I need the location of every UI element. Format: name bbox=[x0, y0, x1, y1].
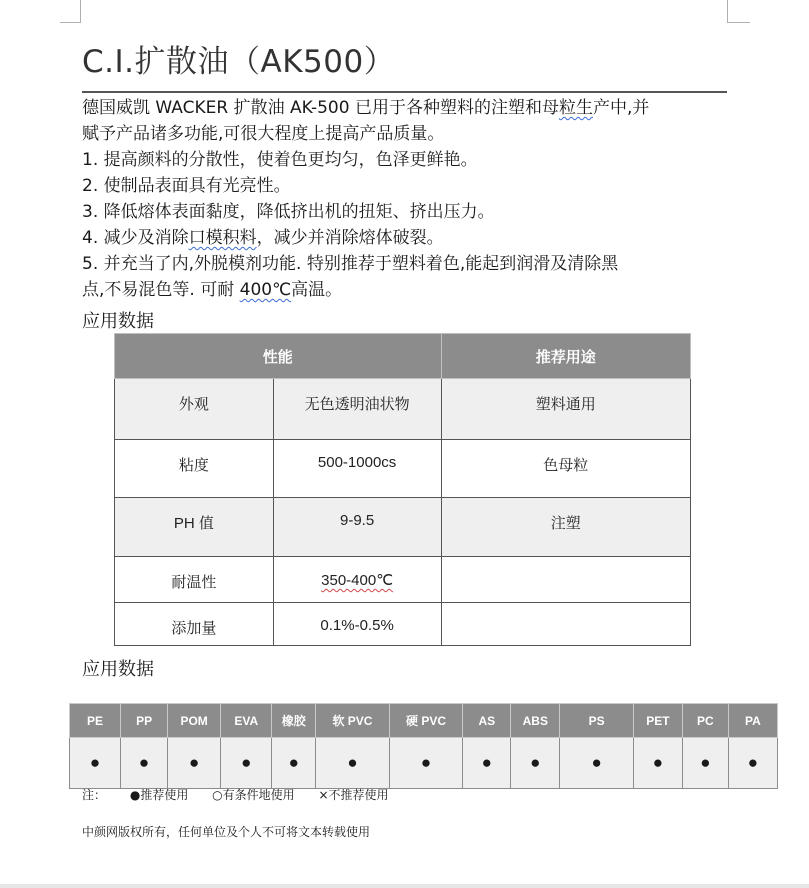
material-header-row bbox=[70, 704, 778, 738]
header-usage: 推荐用途 bbox=[441, 334, 691, 379]
recommended-mark: ● bbox=[272, 738, 316, 789]
compatibility-row bbox=[70, 738, 778, 789]
table-row bbox=[115, 603, 691, 646]
material-header: 硬 PVC bbox=[389, 704, 463, 738]
value-cell-text: 350-400℃ bbox=[321, 572, 394, 589]
legend-conditional: ○有条件地使用 bbox=[212, 788, 295, 802]
intro-lead-tail: 产中,并 bbox=[592, 98, 650, 118]
usage-cell: 注塑 bbox=[441, 498, 691, 557]
value-cell bbox=[273, 557, 441, 603]
recommended-mark: ● bbox=[389, 738, 463, 789]
intro-item-1: 1. 提高颜料的分散性，使着色更均匀，色泽更鲜艳。 bbox=[82, 150, 478, 170]
value-cell: 500-1000cs bbox=[273, 440, 441, 498]
material-header: EVA bbox=[221, 704, 272, 738]
prop-cell: 外观 bbox=[115, 379, 274, 440]
table-header-row bbox=[115, 334, 691, 379]
intro-item-3: 3. 降低熔体表面黏度，降低挤出机的扭矩、挤出压力。 bbox=[82, 202, 495, 222]
material-header: 软 PVC bbox=[316, 704, 390, 738]
recommended-mark: ● bbox=[682, 738, 728, 789]
recommended-mark: ● bbox=[560, 738, 634, 789]
material-header: AS bbox=[463, 704, 511, 738]
legend-not-recommended: ×不推荐使用 bbox=[318, 788, 389, 802]
value-cell: 无色透明油状物 bbox=[273, 379, 441, 440]
page-bottom-edge bbox=[0, 884, 809, 888]
recommended-mark: ● bbox=[511, 738, 560, 789]
table-row bbox=[115, 440, 691, 498]
section-heading-2: 应用数据 bbox=[82, 659, 154, 680]
intro-item-4-squiggle: 口模积料 bbox=[188, 228, 257, 248]
table-row bbox=[115, 498, 691, 557]
recommended-mark: ● bbox=[728, 738, 777, 789]
intro-item-4 bbox=[82, 225, 722, 251]
recommended-mark: ● bbox=[633, 738, 682, 789]
recommended-mark: ● bbox=[221, 738, 272, 789]
usage-cell: 色母粒 bbox=[441, 440, 691, 498]
recommended-mark: ● bbox=[70, 738, 121, 789]
material-header: PET bbox=[633, 704, 682, 738]
page-title: C.I.扩散油（AK500） bbox=[82, 44, 396, 80]
table-row bbox=[115, 557, 691, 603]
recommended-mark: ● bbox=[316, 738, 390, 789]
value-cell: 9-9.5 bbox=[273, 498, 441, 557]
intro-line-2: 赋予产品诸多功能,可很大程度上提高产品质量。 bbox=[82, 124, 445, 144]
intro-item-5-pre: 点,不易混色等. 可耐 bbox=[82, 280, 240, 300]
intro-item-5-line-1: 5. 并充当了内,外脱模剂功能. 特别推荐于塑料着色,能起到润滑及清除黑 bbox=[82, 254, 619, 274]
recommended-mark: ● bbox=[121, 738, 168, 789]
table-row bbox=[115, 379, 691, 440]
intro-item-5-line-2 bbox=[82, 277, 722, 303]
prop-cell: 粘度 bbox=[115, 440, 274, 498]
material-header: 橡胶 bbox=[272, 704, 316, 738]
material-header: PP bbox=[121, 704, 168, 738]
compatibility-table bbox=[69, 703, 778, 789]
intro-item-5-post: 高温。 bbox=[291, 280, 343, 300]
recommended-mark: ● bbox=[168, 738, 221, 789]
properties-table bbox=[114, 333, 691, 646]
material-header: PC bbox=[682, 704, 728, 738]
intro-item-4-pre: 4. 减少及消除 bbox=[82, 228, 189, 248]
usage-cell bbox=[441, 557, 691, 603]
usage-cell: 塑料通用 bbox=[441, 379, 691, 440]
section-heading-1: 应用数据 bbox=[82, 311, 154, 332]
intro-paragraph bbox=[82, 95, 722, 303]
intro-line-1 bbox=[82, 95, 722, 121]
legend-note: 注： bbox=[82, 788, 107, 802]
prop-cell: PH 值 bbox=[115, 498, 274, 557]
value-cell: 0.1%-0.5% bbox=[273, 603, 441, 646]
copyright-notice: 中颜网版权所有，任何单位及个人不可将文本转载使用 bbox=[82, 825, 371, 839]
header-performance: 性能 bbox=[115, 334, 442, 379]
legend-recommended: ●推荐使用 bbox=[129, 788, 189, 802]
intro-item-4-post: ，减少并消除熔体破裂。 bbox=[256, 228, 444, 248]
material-header: ABS bbox=[511, 704, 560, 738]
material-header: POM bbox=[168, 704, 221, 738]
intro-lead: 德国威凯 WACKER 扩散油 AK-500 已用于各种塑料的注塑和母 bbox=[82, 98, 559, 118]
legend bbox=[82, 786, 409, 803]
crop-mark-top-left bbox=[60, 0, 81, 23]
recommended-mark: ● bbox=[463, 738, 511, 789]
prop-cell: 耐温性 bbox=[115, 557, 274, 603]
intro-item-2: 2. 使制品表面具有光亮性。 bbox=[82, 176, 291, 196]
material-header: PA bbox=[728, 704, 777, 738]
prop-cell: 添加量 bbox=[115, 603, 274, 646]
crop-mark-top-right bbox=[727, 0, 750, 23]
title-underline bbox=[82, 91, 727, 93]
intro-lead-squiggle: 粒生 bbox=[558, 98, 593, 118]
material-header: PS bbox=[560, 704, 634, 738]
material-header: PE bbox=[70, 704, 121, 738]
usage-cell bbox=[441, 603, 691, 646]
intro-item-5-squiggle: 400℃ bbox=[239, 280, 292, 300]
